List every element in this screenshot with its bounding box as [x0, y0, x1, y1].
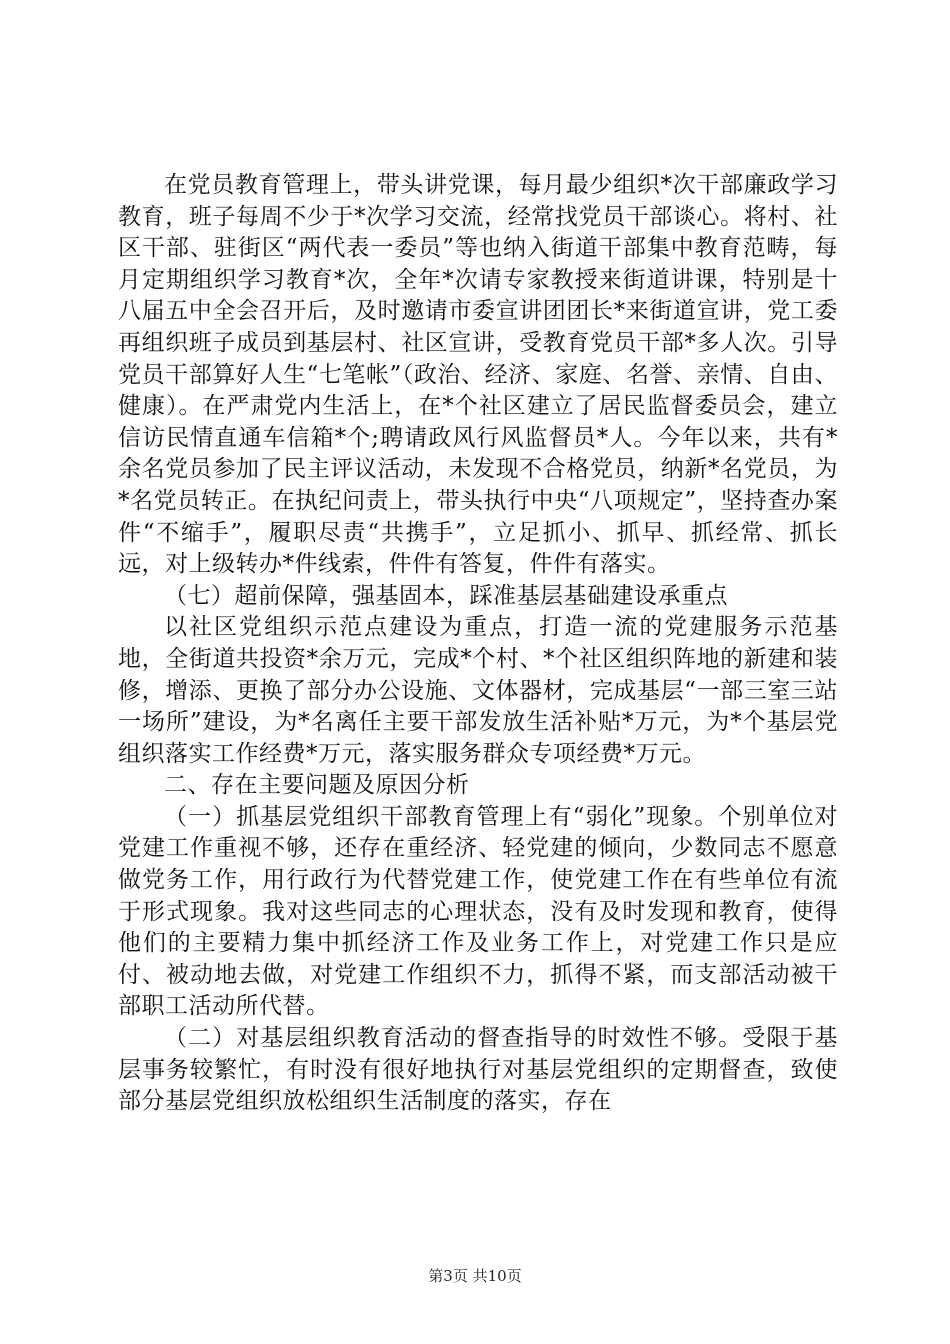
paragraph-infrastructure: 以社区党组织示范点建设为重点，打造一流的党建服务示范基地，全街道共投资*余万元，完成*个村、*个社区组织阵地的新建和装修，增添、更换了部分办公设施、文体器材，完成基层“一部三室三站一场所”建设，为*名离任主要干部发放生活补贴*万元，为*个基层党组织落实工作经费*万元，落实服务群众专项经费*万元。 [118, 614, 838, 767]
section-heading-problems: 二、存在主要问题及原因分析 [164, 772, 470, 799]
section-heading-seven: （七）超前保障，强基固本，踩准基层基础建设承重点 [164, 582, 728, 609]
paragraph-problem-one: （一）抓基层党组织干部教育管理上有“弱化”现象。个别单位对党建工作重视不够，还存在重经济、轻党建的倾向，少数同志不愿意做党务工作，用行政行为代替党建工作，使党建工作在有些单位有流于形式现象。我对这些同志的心理状态，没有及时发现和教育，使得他们的主要精力集中抓经济工作及业务工作上，对党建工作只是应付、被动地去做，对党建工作组织不力，抓得不紧，而支部活动被干部职工活动所代替。 [118, 803, 838, 1020]
document-body [118, 170, 838, 1118]
paragraph-party-education: 在党员教育管理上，带头讲党课，每月最少组织*次干部廉政学习教育，班子每周不少于*次学习交流，经常找党员干部谈心。将村、社区干部、驻街区“两代表一委员”等也纳入街道干部集中教育范畴，每月定期组织学习教育*次，全年*次请专家教授来街道讲课，特别是十八届五中全会召开后，及时邀请市委宣讲团团长*来街道宣讲，党工委再组织班子成员到基层村、社区宣讲，受教育党员干部*多人次。引导党员干部算好人生“七笔帐”（政治、经济、家庭、名誉、亲情、自由、健康）。在严肃党内生活上，在*个社区建立了居民监督委员会，建立信访民情直通车信箱*个;聘请政风行风监督员*人。今年以来，共有*余名党员参加了民主评议活动，未发现不合格党员，纳新*名党员，为*名党员转正。在执纪问责上，带头执行中央“八项规定”，坚持查办案件“不缩手”，履职尽责“共携手”，立足抓小、抓早、抓经常、抓长远，对上级转办*件线索，件件有答复，件件有落实。 [118, 172, 838, 578]
paragraph-problem-two: （二）对基层组织教育活动的督查指导的时效性不够。受限于基层事务较繁忙，有时没有很好地执行对基层党组织的定期督查，致使部分基层党组织放松组织生活制度的落实，存在 [118, 1025, 838, 1115]
page-number-footer: 第3页 共10页 [428, 1267, 522, 1285]
